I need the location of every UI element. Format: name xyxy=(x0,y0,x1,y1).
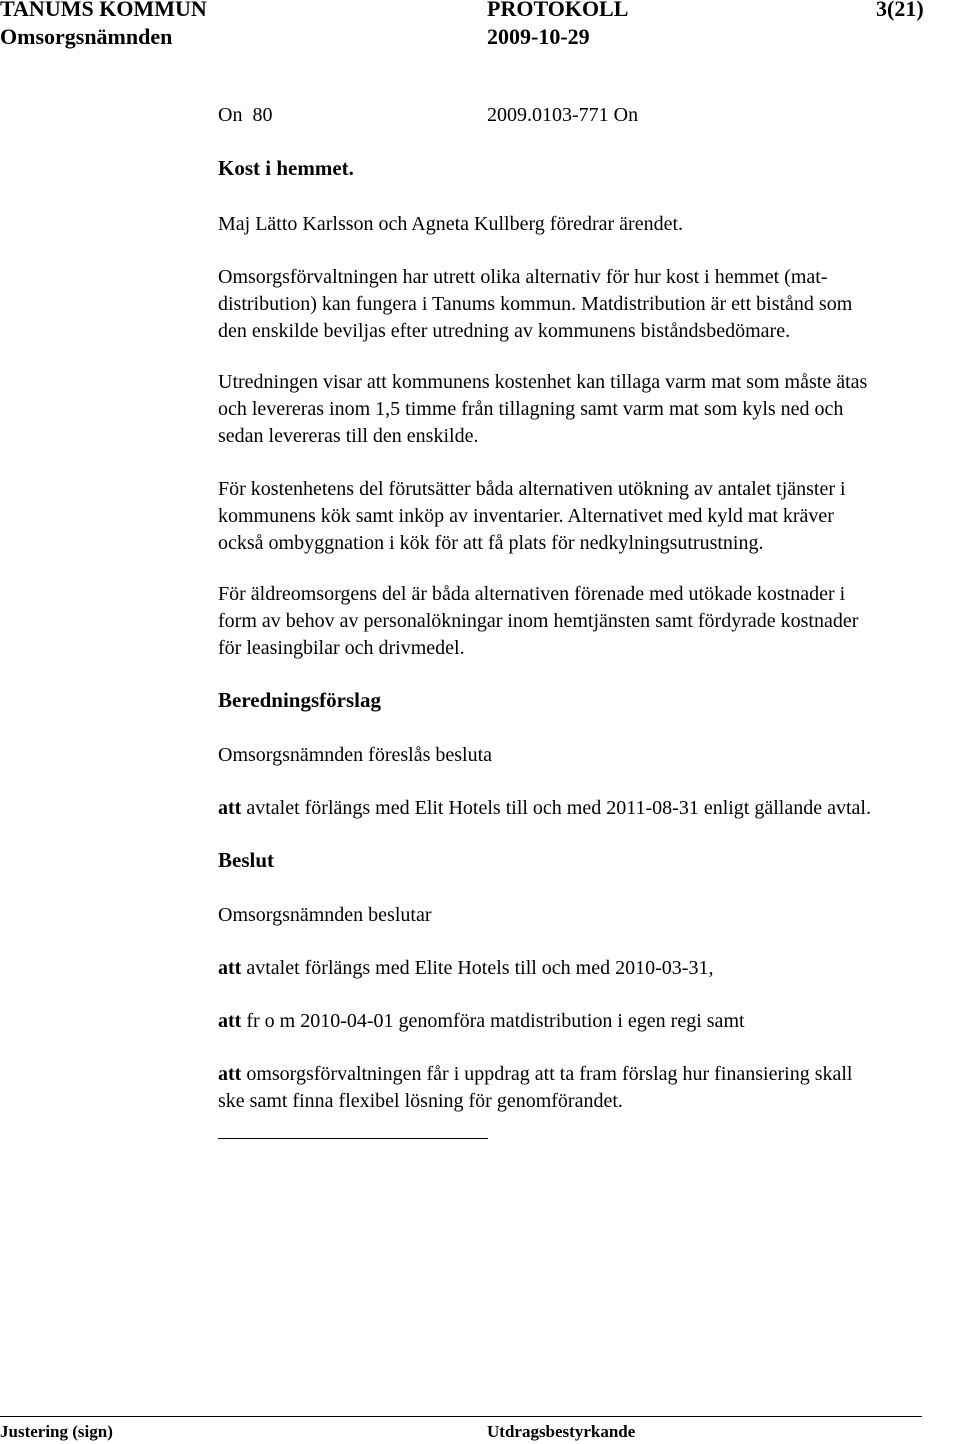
text-line: distribution) kan fungera i Tanums kommun. Matdistribution är ett bistånd som xyxy=(218,293,853,315)
meeting-date: 2009-10-29 xyxy=(487,24,590,49)
proposal-heading: Beredningsförslag xyxy=(218,688,381,712)
text-line: För äldreomsorgens del är båda alternativen förenade med utökade kostnader i xyxy=(218,583,846,605)
decision-intro: Omsorgsnämnden beslutar xyxy=(218,904,432,926)
text-line: och levereras inom 1,5 timme från tillagning samt varm mat som kyls ned och xyxy=(218,398,844,420)
case-number: 2009.0103-771 On xyxy=(487,104,639,126)
decision-item-text: omsorgsförvaltningen får i uppdrag att ta fram förslag hur finansiering skall xyxy=(241,1063,853,1085)
decision-heading: Beslut xyxy=(218,848,275,872)
paragraph-investigation xyxy=(218,369,948,450)
proposal-item xyxy=(218,795,871,822)
att-keyword: att xyxy=(218,1010,242,1032)
paragraph-number: On 80 xyxy=(218,104,273,126)
decision-item-1 xyxy=(218,955,713,982)
text-line: Utredningen visar att kommunens kostenhet kan tillaga varm mat som måste ätas xyxy=(218,371,868,393)
text-line: form av behov av personalökningar inom hemtjänsten samt fördyrade kostnader xyxy=(218,610,859,632)
att-keyword: att xyxy=(218,1063,242,1085)
document-type: PROTOKOLL xyxy=(487,0,629,21)
att-keyword: att xyxy=(218,957,242,979)
paragraph-kitchen-unit xyxy=(218,476,948,557)
decision-item-text: avtalet förlängs med Elite Hotels till och med 2010-03-31, xyxy=(241,957,714,979)
text-line: också ombyggnation i kök för att få plats för nedkylningsutrustning. xyxy=(218,532,764,554)
text-line: Omsorgsförvaltningen har utrett olika alternativ för hur kost i hemmet (mat- xyxy=(218,266,828,288)
committee-name: Omsorgsnämnden xyxy=(0,24,173,49)
text-line: den enskilde beviljas efter utredning av kommunens biståndsbedömare. xyxy=(218,320,791,342)
presenters-line: Maj Lätto Karlsson och Agneta Kullberg föredrar ärendet. xyxy=(218,213,684,235)
footer-justification-label: Justering (sign) xyxy=(0,1422,113,1441)
att-keyword: att xyxy=(218,797,242,819)
paragraph-background xyxy=(218,264,948,345)
paragraph-elderly-care xyxy=(218,581,948,662)
proposal-item-text: avtalet förlängs med Elit Hotels till och med 2011-08-31 enligt gällande avtal. xyxy=(241,797,871,819)
case-title: Kost i hemmet. xyxy=(218,156,354,180)
text-line: kommunens kök samt inköp av inventarier. Alternativet med kyld mat kräver xyxy=(218,505,834,527)
org-name: TANUMS KOMMUN xyxy=(0,0,207,21)
decision-item-3-continuation: ske samt finna flexibel lösning för genomförandet. xyxy=(218,1090,623,1112)
decision-item-text: fr o m 2010-04-01 genomföra matdistribution i egen regi samt xyxy=(241,1010,745,1032)
text-line: för leasingbilar och drivmedel. xyxy=(218,637,465,659)
proposal-intro: Omsorgsnämnden föreslås besluta xyxy=(218,744,493,766)
decision-item-3 xyxy=(218,1061,852,1088)
decision-item-2 xyxy=(218,1008,745,1035)
text-line: sedan levereras till den enskilde. xyxy=(218,425,479,447)
footer-certification-label: Utdragsbestyrkande xyxy=(487,1422,636,1441)
page-number: 3(21) xyxy=(876,0,924,21)
signature-line xyxy=(218,1138,488,1139)
footer-divider xyxy=(0,1416,922,1417)
text-line: För kostenhetens del förutsätter båda alternativen utökning av antalet tjänster i xyxy=(218,478,846,500)
